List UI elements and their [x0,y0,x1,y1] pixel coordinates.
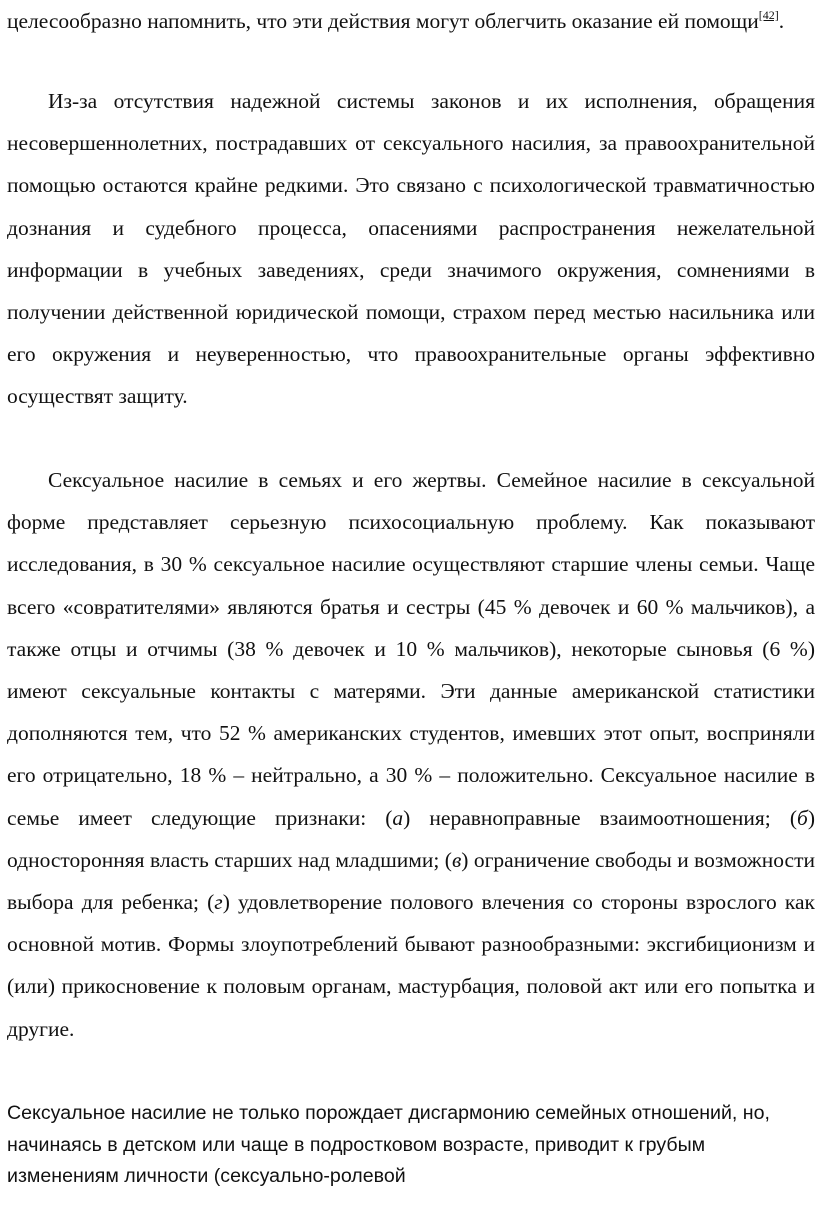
paragraph-personality-changes: Сексуальное насилие не только порождает дисгармонию семейных отношений, но, начинаясь в детском или чаще в подростковом возрасте, приводит к грубым изменениям личности (сексуально-ролевой [7,1102,770,1187]
paragraph-text: ) ограничение свободы и возможности выбора для ребенка; ( [7,847,815,915]
list-marker-v: в [451,847,462,872]
list-marker-a: а [392,805,404,830]
paragraph-continuation [7,0,815,42]
paragraph-text: ) неравноправные взаимоотношения; ( [403,805,798,830]
list-marker-b: б [797,805,808,830]
list-marker-g: г [214,890,223,915]
paragraph-text: целесообразно напомнить, что эти действия могут облегчить оказание ей помощи [7,9,759,33]
paragraph-text: ) односторонняя власть старших над младшими; ( [7,805,816,872]
paragraph-end: . [778,9,785,33]
footnote-link[interactable]: [42] [758,8,779,22]
paragraph-law-enforcement: Из-за отсутствия надежной системы законов и их исполнения, обращения несовершеннолетних, пострадавших от сексуального насилия, за правоохранительной помощью остаются крайне редкими. Это связано с психологической травматичностью дознания и судебного процесса, опасениями распространения нежелательной информации в учебных заведениях, среди значимого окружения, сомнениями в получении действенной юридической помощи, страхом перед местью насильника или его окружения и неуверенностью, что правоохранительные органы эффективно осуществят защиту. [7,89,815,409]
paragraph-text: Сексуальное насилие в семьях и его жертвы. Семейное насилие в сексуальной форме представляет серьезную психосоциальную проблему. Как показывают исследования, в 30 % сексуальное насилие осуществляют старшие члены семьи. Чаще всего «совратителями» являются братья и сестры (45 % девочек и 60 % мальчиков), а также отцы и отчимы (38 % девочек и 10 % мальчиков), некоторые сыновья (6 %) имеют сексуальные контакты с матерями. Эти данные американской статистики дополняются тем, что 52 % американских студентов, имевших этот опыт, восприняли его отрицательно, 18 % – нейтрально, а 30 % – положительно. Сексуальное насилие в семье имеет следующие признаки: ( [7,468,815,830]
paragraph-text: ) удовлетворение полового влечения со стороны взрослого как основной мотив. Формы злоупотреблений бывают разнообразными: эксгибиционизм и (или) прикосновение к половым органам, мастурбация, половой акт или его попытка и другие. [7,890,815,1041]
paragraph-family-violence [7,459,815,1050]
